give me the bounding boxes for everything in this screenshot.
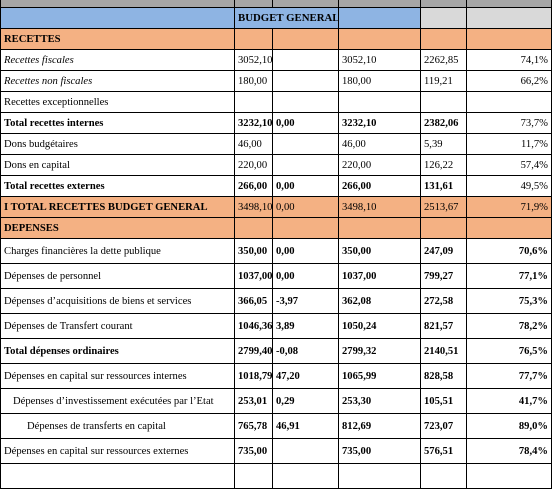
cell-c5: 77,1% — [467, 264, 552, 289]
cell-c3: 2799,32 — [339, 339, 421, 364]
row-label: Dons budgétaires — [1, 134, 235, 155]
cell-c4: 5,39 — [421, 134, 467, 155]
cell-c1 — [235, 92, 273, 113]
cell-c2 — [273, 155, 339, 176]
cell-c1: 1046,36 — [235, 314, 273, 339]
cell-c3: 812,69 — [339, 414, 421, 439]
table-row — [1, 134, 552, 155]
cell-c3: 735,00 — [339, 439, 421, 464]
cell-c5: 73,7% — [467, 113, 552, 134]
table-row — [1, 239, 552, 264]
cell-c4: 131,61 — [421, 176, 467, 197]
cell-c3: 220,00 — [339, 155, 421, 176]
row-label: Total recettes externes — [1, 176, 235, 197]
row-label: Total recettes internes — [1, 113, 235, 134]
row-label: Dépenses d’investissement exécutées par l’Etat — [1, 389, 235, 414]
cell-c3: 350,00 — [339, 239, 421, 264]
table-row — [1, 289, 552, 314]
cell-c2 — [273, 134, 339, 155]
cell-c4: 2262,85 — [421, 50, 467, 71]
cell-c1: 3052,10 — [235, 50, 273, 71]
cell-c2: 3,89 — [273, 314, 339, 339]
row-label: Dépenses de personnel — [1, 264, 235, 289]
cell-c1: 220,00 — [235, 155, 273, 176]
cell-c5: 71,9% — [467, 197, 552, 218]
cell-c1: 2799,40 — [235, 339, 273, 364]
cell-c3: 3232,10 — [339, 113, 421, 134]
row-label: Dépenses en capital sur ressources internes — [1, 364, 235, 389]
section-label: RECETTES — [1, 29, 235, 50]
cell-c3: 180,00 — [339, 71, 421, 92]
cell-c1: 1037,00 — [235, 264, 273, 289]
cell-c4: 723,07 — [421, 414, 467, 439]
row-label: Dons en capital — [1, 155, 235, 176]
table-row — [1, 364, 552, 389]
table-row — [1, 113, 552, 134]
cell-c4: 2140,51 — [421, 339, 467, 364]
cell-c1: 46,00 — [235, 134, 273, 155]
cell-c3: 3052,10 — [339, 50, 421, 71]
row-label: Dépenses de Transfert courant — [1, 314, 235, 339]
cell-c4: 828,58 — [421, 364, 467, 389]
cell-c4: 2513,67 — [421, 197, 467, 218]
table-row — [1, 414, 552, 439]
table-row — [1, 389, 552, 414]
cell-c2 — [273, 92, 339, 113]
cell-c4: 2382,06 — [421, 113, 467, 134]
cell-c4: 119,21 — [421, 71, 467, 92]
cell-c5: 11,7% — [467, 134, 552, 155]
cell-c5: 89,0% — [467, 414, 552, 439]
cell-c4: 576,51 — [421, 439, 467, 464]
cell-c2 — [273, 439, 339, 464]
cell-c1: 180,00 — [235, 71, 273, 92]
cell-c2: -0,08 — [273, 339, 339, 364]
table-row — [1, 439, 552, 464]
cell-c2: 0,00 — [273, 176, 339, 197]
table-row — [1, 339, 552, 364]
cell-c3: 362,08 — [339, 289, 421, 314]
cell-c3: 1065,99 — [339, 364, 421, 389]
cell-c4: 821,57 — [421, 314, 467, 339]
cell-c3 — [339, 92, 421, 113]
cell-c1: 1018,79 — [235, 364, 273, 389]
row-label: Charges financières la dette publique — [1, 239, 235, 264]
cell-c1: 266,00 — [235, 176, 273, 197]
grand-total-row — [1, 197, 552, 218]
cell-c2 — [273, 50, 339, 71]
section-recettes — [1, 29, 552, 50]
cell-c3: 253,30 — [339, 389, 421, 414]
row-label: Recettes exceptionnelles — [1, 92, 235, 113]
cell-c4: 126,22 — [421, 155, 467, 176]
cell-c5: 76,5% — [467, 339, 552, 364]
cell-c1: 765,78 — [235, 414, 273, 439]
cell-c5: 78,4% — [467, 439, 552, 464]
budget-general-title: BUDGET GENERAL — [235, 8, 339, 29]
cell-c3: 3498,10 — [339, 197, 421, 218]
table-row — [1, 71, 552, 92]
table-row — [1, 155, 552, 176]
cell-c4: 105,51 — [421, 389, 467, 414]
cell-c5: 49,5% — [467, 176, 552, 197]
table-top-strip — [1, 0, 552, 8]
cell-c2: 0,00 — [273, 239, 339, 264]
cell-c5: 75,3% — [467, 289, 552, 314]
cell-c4: 247,09 — [421, 239, 467, 264]
cell-c2 — [273, 71, 339, 92]
table-row — [1, 50, 552, 71]
cell-c5: 78,2% — [467, 314, 552, 339]
cell-c4: 799,27 — [421, 264, 467, 289]
table-title-row — [1, 8, 552, 29]
row-label: Dépenses de transferts en capital — [1, 414, 235, 439]
cell-c2: 46,91 — [273, 414, 339, 439]
cell-c1: 735,00 — [235, 439, 273, 464]
cell-c3: 1050,24 — [339, 314, 421, 339]
row-label: Dépenses d’acquisitions de biens et services — [1, 289, 235, 314]
cell-c4: 272,58 — [421, 289, 467, 314]
cell-c2: 0,29 — [273, 389, 339, 414]
table-row — [1, 176, 552, 197]
row-label: Recettes fiscales — [1, 50, 235, 71]
cell-c5: 70,6% — [467, 239, 552, 264]
cell-c2: 0,00 — [273, 197, 339, 218]
table-row — [1, 264, 552, 289]
cell-c5: 74,1% — [467, 50, 552, 71]
cell-c1: 3498,10 — [235, 197, 273, 218]
cell-c3: 1037,00 — [339, 264, 421, 289]
table-row — [1, 464, 552, 489]
cell-c3: 46,00 — [339, 134, 421, 155]
row-label: I TOTAL RECETTES BUDGET GENERAL — [1, 197, 235, 218]
row-label: Recettes non fiscales — [1, 71, 235, 92]
cell-c2: -3,97 — [273, 289, 339, 314]
cell-c5: 66,2% — [467, 71, 552, 92]
cell-c1: 253,01 — [235, 389, 273, 414]
cell-c5: 41,7% — [467, 389, 552, 414]
cell-c1: 3232,10 — [235, 113, 273, 134]
section-label: DEPENSES — [1, 218, 235, 239]
cell-c5: 57,4% — [467, 155, 552, 176]
cell-c4 — [421, 92, 467, 113]
cell-c1: 350,00 — [235, 239, 273, 264]
row-label: Total dépenses ordinaires — [1, 339, 235, 364]
cell-c3: 266,00 — [339, 176, 421, 197]
row-label: Dépenses en capital sur ressources externes — [1, 439, 235, 464]
cell-c1: 366,05 — [235, 289, 273, 314]
cell-c5: 77,7% — [467, 364, 552, 389]
section-depenses — [1, 218, 552, 239]
table-row — [1, 92, 552, 113]
cell-c2: 0,00 — [273, 113, 339, 134]
cell-c5 — [467, 92, 552, 113]
cell-c2: 0,00 — [273, 264, 339, 289]
table-row — [1, 314, 552, 339]
cell-c2: 47,20 — [273, 364, 339, 389]
